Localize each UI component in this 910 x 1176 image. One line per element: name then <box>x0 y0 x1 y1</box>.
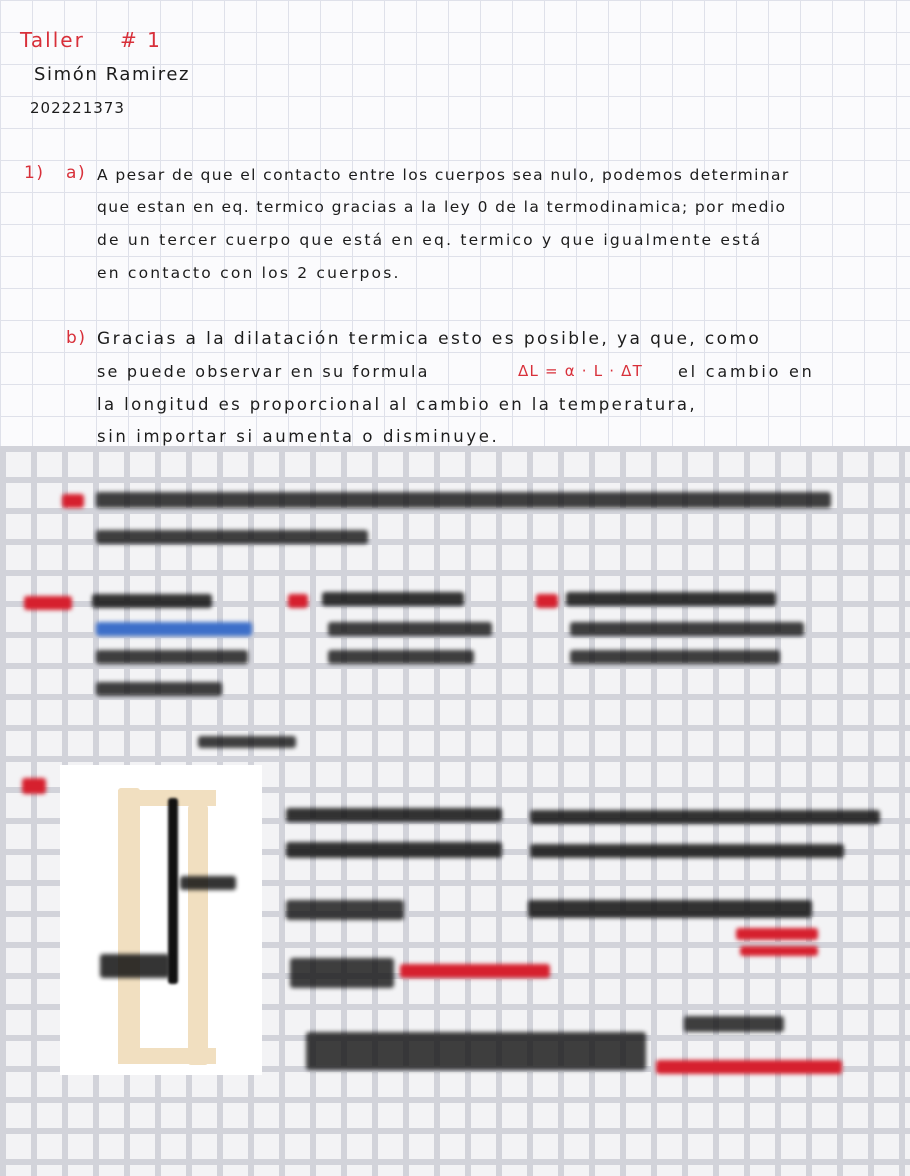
stand-post <box>188 805 208 1065</box>
illegible-equation <box>306 1032 646 1070</box>
illegible-red-note <box>656 1060 842 1074</box>
illegible-equation <box>530 844 844 858</box>
illegible-equation <box>530 810 880 824</box>
illegible-text-line <box>96 492 831 508</box>
part-b-line-2-end: el cambio en <box>678 362 815 381</box>
part-a-label: a) <box>66 163 87 183</box>
student-name: Simón Ramirez <box>34 64 191 85</box>
illegible-equation <box>96 682 222 696</box>
part-b-line-2-start: se puede observar en su formula <box>97 362 430 381</box>
illegible-red-label <box>22 778 46 794</box>
illegible-diagram-label <box>180 876 236 890</box>
part-b-label: b) <box>66 328 87 348</box>
illegible-equation <box>290 958 394 988</box>
part-a-line-4: en contacto con los 2 cuerpos. <box>97 264 401 282</box>
illegible-equation <box>570 650 780 664</box>
illegible-red-label <box>24 596 72 610</box>
illegible-blue-equation <box>96 622 252 636</box>
illegible-equation <box>684 1016 784 1032</box>
illegible-equation <box>328 622 492 636</box>
student-id: 202221373 <box>30 99 125 117</box>
stand-diagram <box>60 765 262 1075</box>
illegible-red-note <box>400 964 550 978</box>
illegible-diagram-label <box>100 954 170 978</box>
illegible-equation <box>570 622 804 636</box>
illegible-equation <box>286 808 502 822</box>
illegible-red-label <box>62 494 84 508</box>
part-b-line-1: Gracias a la dilatación termica esto es posible, ya que, como <box>97 329 762 349</box>
stand-crossbar <box>118 1048 216 1064</box>
stand-crossbar <box>118 790 216 806</box>
part-a-line-1: A pesar de que el contacto entre los cuerpos sea nulo, podemos determinar <box>97 166 790 184</box>
illegible-red-note <box>740 946 818 956</box>
illegible-red-label <box>288 594 308 608</box>
page-title: Taller <box>20 28 85 52</box>
question-1-number: 1) <box>24 163 45 183</box>
illegible-equation <box>92 594 212 608</box>
illegible-equation <box>566 592 776 606</box>
illegible-text-line <box>96 530 368 544</box>
illegible-red-label <box>536 594 558 608</box>
illegible-equation <box>286 842 502 858</box>
illegible-equation <box>198 736 296 748</box>
illegible-equation <box>96 650 248 664</box>
workshop-number: # 1 <box>120 28 162 52</box>
illegible-equation <box>322 592 464 606</box>
thermal-expansion-formula: ΔL = α · L · ΔT <box>518 362 643 380</box>
illegible-equation <box>528 900 812 918</box>
part-b-line-3: la longitud es proporcional al cambio en la temperatura, <box>97 395 697 414</box>
illegible-equation <box>328 650 474 664</box>
part-a-line-3: de un tercer cuerpo que está en eq. termico y que igualmente está <box>97 231 763 249</box>
stand-post <box>118 788 140 1060</box>
illegible-equation <box>286 900 404 920</box>
part-a-line-2: que estan en eq. termico gracias a la ley 0 de la termodinamica; por medio <box>97 198 787 216</box>
part-b-line-4: sin importar si aumenta o disminuye. <box>97 427 500 446</box>
illegible-red-note <box>736 928 818 940</box>
